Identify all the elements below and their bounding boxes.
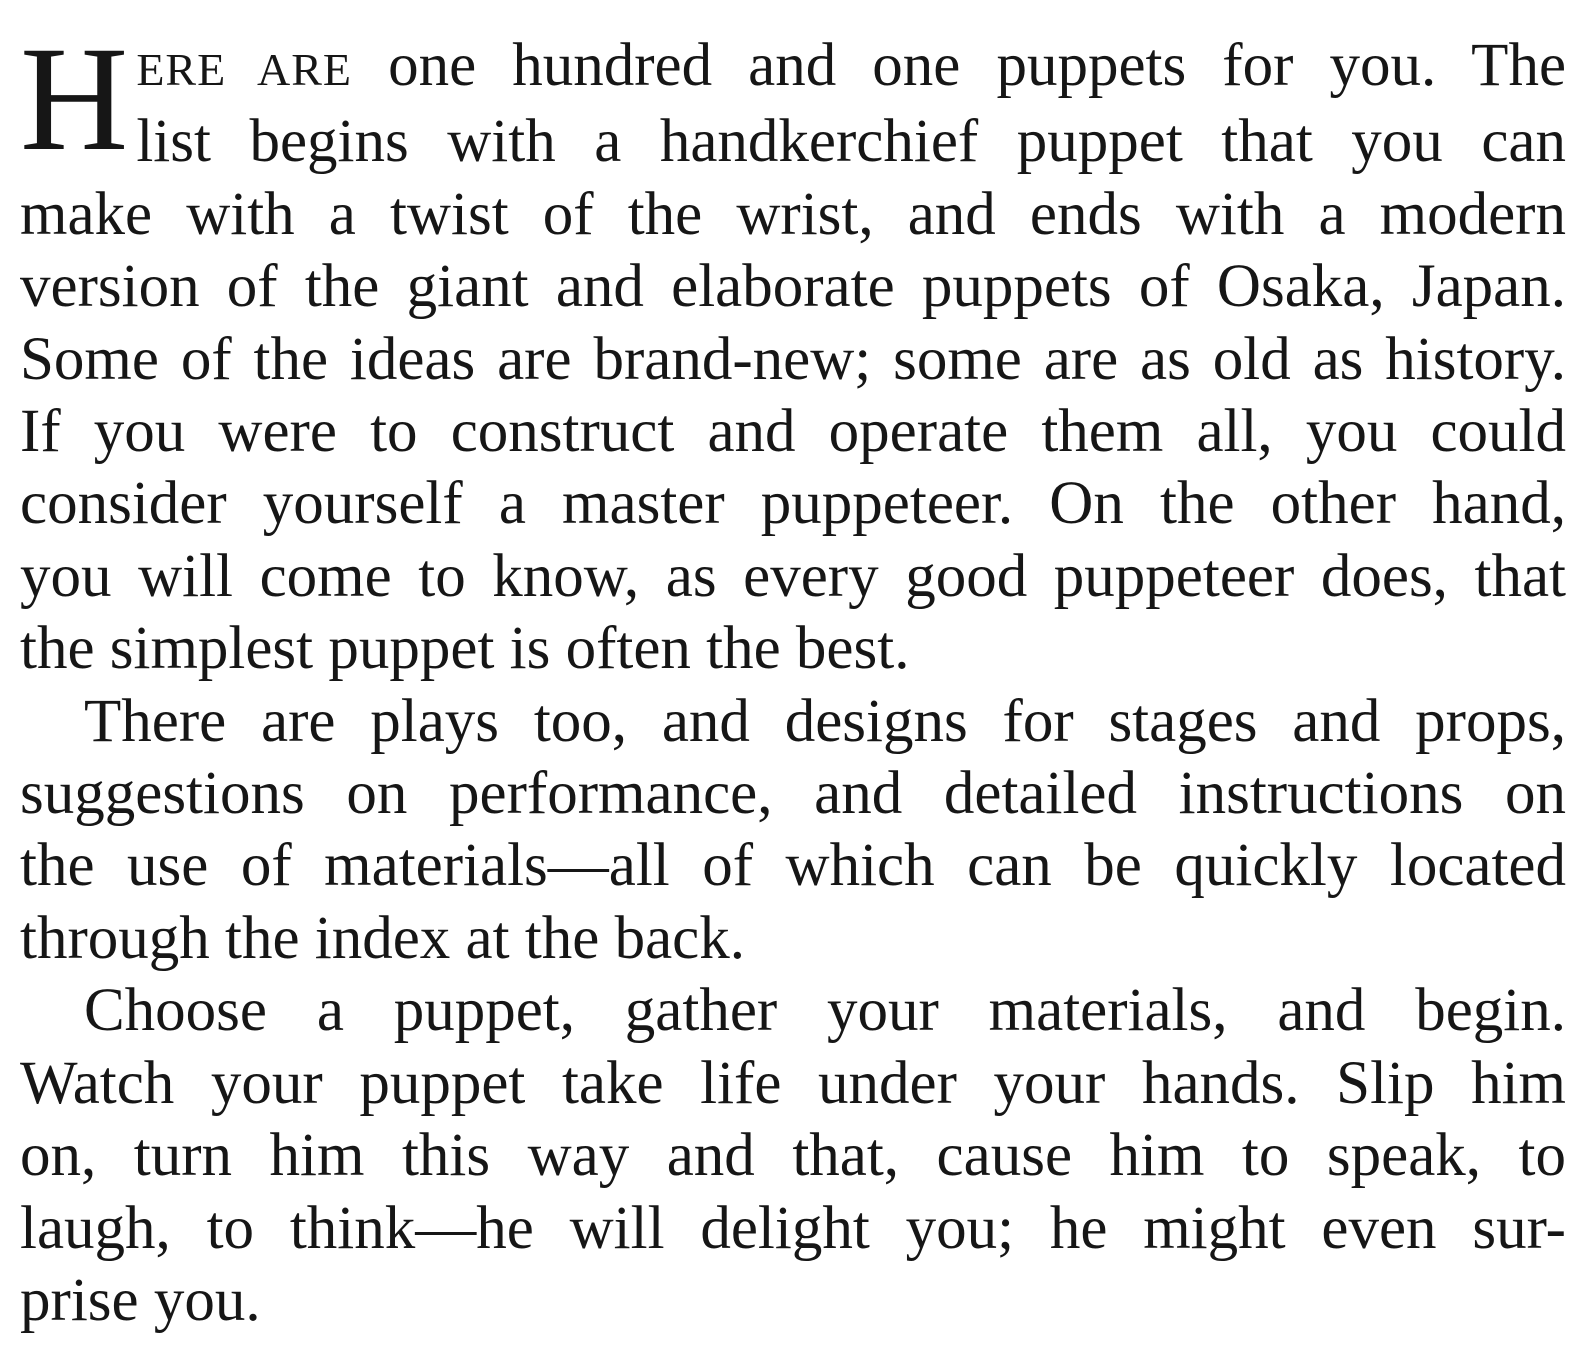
text-line-content: one hundred and one puppets for you. The [352,32,1567,99]
text-line: There are plays too, and designs for stages and props, [84,687,1566,755]
text-line: prise you. [20,1266,261,1334]
drop-cap: H [20,16,129,182]
paragraph-plays [20,686,1566,976]
text-line: Some of the ideas are brand-new; some are as old as history. [20,325,1566,393]
text-line: the use of materials—all of which can be quickly located [20,832,1566,900]
text-line: the simplest puppet is often the best. [20,615,910,683]
text-line: make with a twist of the wrist, and ends with a modern [20,180,1566,248]
text-line: suggestions on performance, and detailed instructions on [20,760,1566,828]
text-line: list begins with a handkerchief puppet that you can [136,108,1566,176]
text-line: version of the giant and elaborate puppets of Osaka, Japan. [20,253,1566,321]
paragraph-choose [20,975,1566,1337]
text-line: If you were to construct and operate them all, you could [20,398,1566,466]
text-line: Watch your puppet take life under your hands. Slip him [20,1049,1566,1117]
text-line: consider yourself a master puppeteer. On the other hand, [20,470,1566,538]
paragraph-intro [20,16,1567,686]
text-line: Choose a puppet, gather your materials, and begin. [84,977,1566,1045]
small-caps-opening: ERE ARE [136,44,352,95]
text-line [20,30,1566,106]
text-line: laugh, to think—he will delight you; he might even sur- [20,1194,1566,1262]
text-line: through the index at the back. [20,904,746,972]
text-line: you will come to know, as every good puppeteer does, that [20,542,1566,610]
text-line: on, turn him this way and that, cause him to speak, to [20,1122,1566,1190]
